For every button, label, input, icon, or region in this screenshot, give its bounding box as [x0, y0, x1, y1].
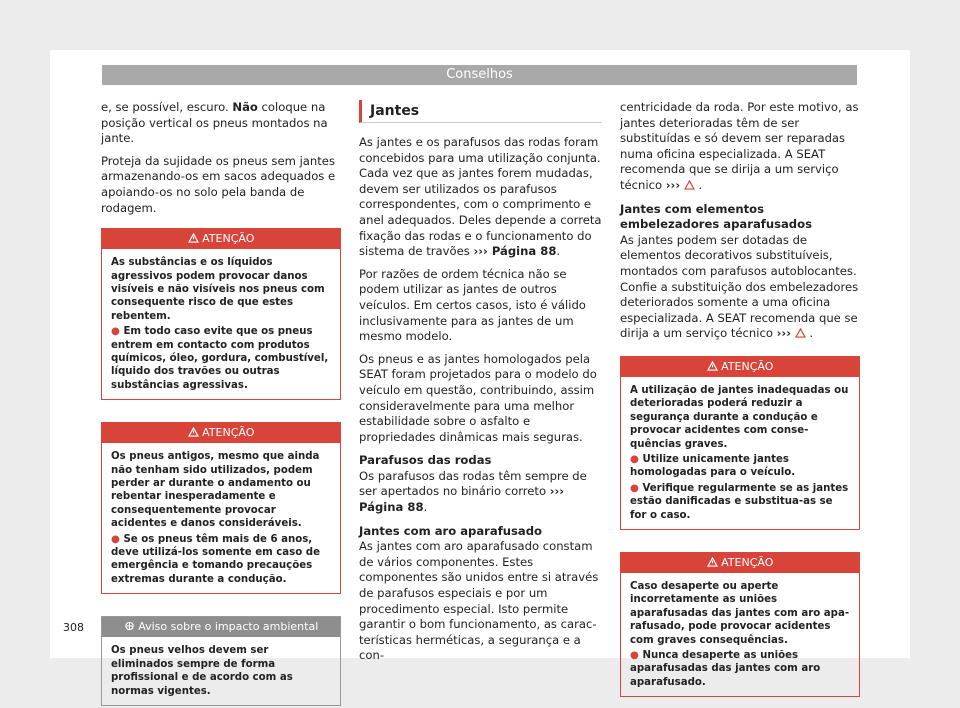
warning-header: ATENÇÃO	[621, 553, 859, 573]
warning-body: Caso desaperte ou aperte incorretamente as uniões aparafusadas das jantes com aro aparafusado, pode provocar acidentes com graves consequências. ● Nunca desaperte as uniões aparafusadas das jantes com aro aparafusado.	[630, 580, 850, 688]
bullet-icon: ●	[630, 453, 643, 465]
paragraph: Por razões de ordem técnica não se podem utilizar as jantes de outros veículos. Em certos casos, isto é válido inclusivamente para as jantes de um mesmo modelo.	[359, 266, 586, 344]
column-middle	[359, 100, 602, 671]
warning-triangle-icon	[795, 328, 806, 338]
warning-box	[620, 356, 860, 530]
manual-page	[50, 50, 910, 697]
subheading: Jantes com aro aparafusado	[359, 523, 543, 538]
paragraph: As jantes com aro aparafusado constam de vários componentes. Estes componentes são unidos entre si através de parafusos especiais e por um procedimento especial. Isto permite garantir o bom funcionamento, as características herméticas, a segurança e a con-	[359, 539, 599, 663]
warning-triangle-icon	[188, 233, 199, 243]
environment-note-box	[101, 616, 341, 706]
warning-header: ATENÇÃO	[102, 229, 340, 249]
page-reference-link[interactable]: ››› Página 88	[359, 484, 565, 515]
environment-leaf-icon	[124, 621, 135, 631]
page-header: Conselhos	[102, 65, 857, 85]
bullet-icon: ●	[630, 482, 643, 494]
page-number: 308	[63, 621, 84, 634]
column-left	[101, 100, 341, 706]
subheading: Jantes com elementos embelezadores aparafusados	[620, 201, 812, 232]
warning-body: A utilização de jantes inadequadas ou deterioradas poderá reduzir a segurança durante a condução e provocar acidentes com consequências graves. ● Utilize unicamente jantes homologadas para o veículo. ● Verifique regularmente se as jantes estão danificadas e substitua-as se for o caso.	[630, 384, 849, 521]
warning-triangle-icon	[707, 361, 718, 371]
warning-header: ATENÇÃO	[621, 357, 859, 377]
bullet-icon: ●	[630, 650, 643, 661]
section-title: Jantes	[359, 100, 602, 123]
paragraph: As jantes e os parafusos das rodas foram concebidos para uma utilização conjunta. Cada vez que as jantes forem mudadas, devem ser utilizados os parafusos correspondentes, com o comprimento e anel adequados. Deles depende a correta fixação das rodas e o funcionamento do sistema de travões ››› Página 88.	[359, 135, 602, 259]
warning-header: ATENÇÃO	[102, 423, 340, 443]
paragraph: Os pneus e as jantes homologados pela SEAT foram projetados para o modelo do veículo em questão, contribuindo, assim consideravelmente para uma melhor estabilidade sobre o asfalto e propriedades dinâmicas mais seguras.	[359, 351, 597, 444]
reference-arrow[interactable]: ›››	[776, 326, 791, 341]
bullet-icon: ●	[111, 533, 124, 545]
reference-arrow[interactable]: ›››	[665, 177, 681, 192]
paragraph: e, se possível, escuro. Não coloque na posição vertical os pneus montados na jante.	[101, 100, 328, 146]
bullet-icon: ●	[111, 326, 124, 338]
warning-triangle-icon	[188, 427, 199, 437]
warning-triangle-icon	[707, 557, 718, 567]
warning-triangle-icon	[684, 180, 695, 190]
warning-box	[101, 422, 341, 594]
warning-body: Os pneus antigos, mesmo que ainda não tenham sido utilizados, podem perder ar durante o andamento ou rebentar inesperadamente e consequentemente provocar acidentes e danos consideráveis. ● Se os pneus têm mais de 6 anos, deve utilizá-los somente em caso de emergência e tomando precauções extremas durante a condução.	[111, 451, 320, 585]
warning-box	[101, 228, 341, 400]
paragraph: centricidade da roda. Por este motivo, as jantes deterioradas têm de ser substituídas e só devem ser reparadas numa oficina especializada. A SEAT recomenda que se dirija a um serviço técnico ››› .	[620, 100, 859, 192]
warning-body: As substâncias e os líquidos agressivos podem provocar danos visíveis e não visíveis nos pneus com consequente risco de que estes rebentem. ● Em todo caso evite que os pneus entrem em contacto com produtos químicos, óleo, gordura, combustível, líquido dos travões ou outras substâncias agressivas.	[111, 257, 329, 391]
subheading: Parafusos das rodas	[359, 453, 492, 468]
paragraph: Os parafusos das rodas têm sempre de ser apertados no binário correto ››› Página 88.	[359, 468, 587, 515]
page-reference-link[interactable]: ››› Página 88	[473, 244, 557, 259]
warning-box	[620, 552, 860, 697]
column-right	[620, 100, 860, 697]
environment-note-header: Aviso sobre o impacto ambiental	[102, 617, 340, 637]
paragraph: As jantes podem ser dotadas de elementos decorativos substituíveis, montados com parafusos autoblocantes. Confie a substituição dos embelezadores deteriorados somente a uma oficina especializada. A SEAT recomenda que se dirija a um serviço técnico ››› .	[620, 232, 859, 341]
environment-note-body: Os pneus velhos devem ser eliminados sempre de forma profissional e de acordo com as normas vigentes.	[111, 645, 293, 697]
paragraph: Proteja da sujidade os pneus sem jantes armazenando-os em sacos adequados e apoiando-os no solo pela banda de rodagem.	[101, 153, 336, 215]
